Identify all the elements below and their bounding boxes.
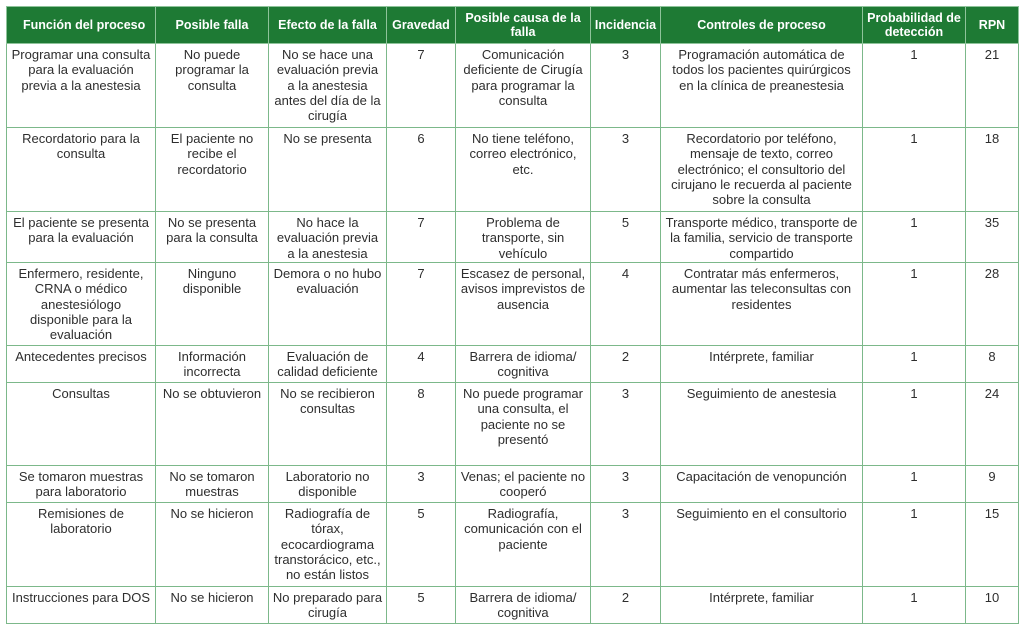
- cell-efecto: Radiografía de tórax, ecocardiograma transtorácico, etc., no están listos: [269, 503, 387, 587]
- cell-deteccion: 1: [863, 212, 966, 263]
- cell-incidencia: 3: [591, 503, 661, 587]
- cell-rpn: 9: [966, 466, 1019, 503]
- cell-deteccion: 1: [863, 466, 966, 503]
- cell-efecto: No se recibieron consultas: [269, 383, 387, 466]
- cell-causa: No puede programar una consulta, el paciente no se presentó: [456, 383, 591, 466]
- cell-efecto: No preparado para cirugía: [269, 587, 387, 624]
- table-row: [7, 346, 1019, 383]
- cell-falla: El paciente no recibe el recordatorio: [156, 128, 269, 212]
- cell-falla: No puede programar la consulta: [156, 44, 269, 128]
- cell-gravedad: 7: [387, 44, 456, 128]
- cell-falla: No se obtuvieron: [156, 383, 269, 466]
- cell-gravedad: 4: [387, 346, 456, 383]
- fmea-table: [6, 6, 1019, 624]
- header-incidencia: Incidencia: [591, 7, 661, 44]
- cell-incidencia: 3: [591, 383, 661, 466]
- cell-rpn: 28: [966, 263, 1019, 346]
- header-funcion: Función del proceso: [7, 7, 156, 44]
- cell-gravedad: 8: [387, 383, 456, 466]
- header-controles: Controles de proceso: [661, 7, 863, 44]
- cell-deteccion: 1: [863, 383, 966, 466]
- table-row: [7, 263, 1019, 346]
- fmea-table-container: [6, 6, 1018, 624]
- cell-funcion: El paciente se presenta para la evaluación: [7, 212, 156, 263]
- cell-gravedad: 3: [387, 466, 456, 503]
- cell-funcion: Instrucciones para DOS: [7, 587, 156, 624]
- cell-deteccion: 1: [863, 503, 966, 587]
- header-deteccion: Probabilidad de detección: [863, 7, 966, 44]
- cell-controles: Intérprete, familiar: [661, 587, 863, 624]
- cell-efecto: Laboratorio no disponible: [269, 466, 387, 503]
- table-body: [7, 44, 1019, 624]
- cell-gravedad: 7: [387, 263, 456, 346]
- cell-funcion: Consultas: [7, 383, 156, 466]
- cell-funcion: Recordatorio para la consulta: [7, 128, 156, 212]
- table-row: [7, 212, 1019, 263]
- cell-rpn: 10: [966, 587, 1019, 624]
- cell-incidencia: 3: [591, 128, 661, 212]
- cell-controles: Transporte médico, transporte de la familia, servicio de transporte compartido: [661, 212, 863, 263]
- cell-funcion: Programar una consulta para la evaluación previa a la anestesia: [7, 44, 156, 128]
- cell-controles: Capacitación de venopunción: [661, 466, 863, 503]
- cell-controles: Seguimiento en el consultorio: [661, 503, 863, 587]
- cell-rpn: 21: [966, 44, 1019, 128]
- header-gravedad: Gravedad: [387, 7, 456, 44]
- cell-causa: Radiografía, comunicación con el paciente: [456, 503, 591, 587]
- cell-rpn: 15: [966, 503, 1019, 587]
- cell-causa: Problema de transporte, sin vehículo: [456, 212, 591, 263]
- cell-gravedad: 5: [387, 587, 456, 624]
- header-rpn: RPN: [966, 7, 1019, 44]
- cell-efecto: No se hace una evaluación previa a la anestesia antes del día de la cirugía: [269, 44, 387, 128]
- cell-causa: Comunicación deficiente de Cirugía para programar la consulta: [456, 44, 591, 128]
- cell-controles: Intérprete, familiar: [661, 346, 863, 383]
- cell-rpn: 18: [966, 128, 1019, 212]
- cell-falla: No se presenta para la consulta: [156, 212, 269, 263]
- cell-incidencia: 4: [591, 263, 661, 346]
- cell-falla: No se hicieron: [156, 587, 269, 624]
- table-header: [7, 7, 1019, 44]
- cell-deteccion: 1: [863, 44, 966, 128]
- cell-efecto: Evaluación de calidad deficiente: [269, 346, 387, 383]
- cell-funcion: Antecedentes precisos: [7, 346, 156, 383]
- cell-controles: Recordatorio por teléfono, mensaje de texto, correo electrónico; el consultorio del cirujano le recuerda al paciente sobre la consulta: [661, 128, 863, 212]
- table-row: [7, 503, 1019, 587]
- cell-incidencia: 2: [591, 346, 661, 383]
- header-efecto: Efecto de la falla: [269, 7, 387, 44]
- cell-causa: No tiene teléfono, correo electrónico, etc.: [456, 128, 591, 212]
- cell-deteccion: 1: [863, 128, 966, 212]
- cell-efecto: No se presenta: [269, 128, 387, 212]
- cell-deteccion: 1: [863, 263, 966, 346]
- cell-falla: No se hicieron: [156, 503, 269, 587]
- cell-controles: Programación automática de todos los pacientes quirúrgicos en la clínica de preanestesia: [661, 44, 863, 128]
- cell-gravedad: 7: [387, 212, 456, 263]
- header-row: [7, 7, 1019, 44]
- table-row: [7, 466, 1019, 503]
- table-row: [7, 383, 1019, 466]
- cell-causa: Barrera de idioma/ cognitiva: [456, 346, 591, 383]
- table-row: [7, 587, 1019, 624]
- cell-gravedad: 6: [387, 128, 456, 212]
- table-row: [7, 128, 1019, 212]
- cell-incidencia: 3: [591, 466, 661, 503]
- table-row: [7, 44, 1019, 128]
- cell-funcion: Enfermero, residente, CRNA o médico anestesiólogo disponible para la evaluación: [7, 263, 156, 346]
- cell-causa: Barrera de idioma/ cognitiva: [456, 587, 591, 624]
- cell-causa: Escasez de personal, avisos imprevistos de ausencia: [456, 263, 591, 346]
- cell-falla: Ninguno disponible: [156, 263, 269, 346]
- cell-funcion: Remisiones de laboratorio: [7, 503, 156, 587]
- cell-efecto: No hace la evaluación previa a la anestesia: [269, 212, 387, 263]
- cell-deteccion: 1: [863, 587, 966, 624]
- header-causa: Posible causa de la falla: [456, 7, 591, 44]
- cell-controles: Contratar más enfermeros, aumentar las teleconsultas con residentes: [661, 263, 863, 346]
- cell-controles: Seguimiento de anestesia: [661, 383, 863, 466]
- cell-incidencia: 3: [591, 44, 661, 128]
- cell-deteccion: 1: [863, 346, 966, 383]
- cell-falla: Información incorrecta: [156, 346, 269, 383]
- cell-rpn: 24: [966, 383, 1019, 466]
- cell-funcion: Se tomaron muestras para laboratorio: [7, 466, 156, 503]
- cell-incidencia: 5: [591, 212, 661, 263]
- header-falla: Posible falla: [156, 7, 269, 44]
- cell-incidencia: 2: [591, 587, 661, 624]
- cell-rpn: 8: [966, 346, 1019, 383]
- cell-efecto: Demora o no hubo evaluación: [269, 263, 387, 346]
- cell-falla: No se tomaron muestras: [156, 466, 269, 503]
- cell-rpn: 35: [966, 212, 1019, 263]
- cell-causa: Venas; el paciente no cooperó: [456, 466, 591, 503]
- cell-gravedad: 5: [387, 503, 456, 587]
